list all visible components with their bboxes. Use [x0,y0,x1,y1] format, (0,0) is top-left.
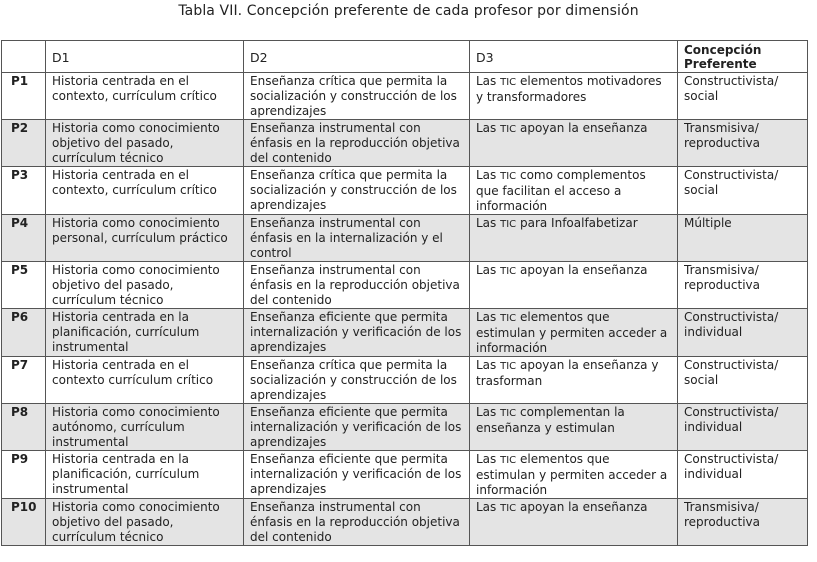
teacher-id-cell-text: P3 [11,168,29,182]
d2-cell-text: Enseñanza eficiente que permita internalización y verificación de los aprendizajes [250,310,462,354]
table-row [2,120,808,167]
d2-cell [244,262,470,309]
teacher-id-cell-text: P4 [11,216,29,230]
d1-cell-text: Historia como conocimiento personal, currículum práctico [52,216,228,245]
d1-cell [46,215,244,262]
teacher-id-cell [2,73,46,120]
table-row [2,451,808,499]
d3-cell-text: Las TIC elementos motivadores y transformadores [476,74,662,104]
d1-cell-text: Historia centrada en el contexto, currículum crítico [52,74,217,103]
table-caption: Tabla VII. Concepción preferente de cada profesor por dimensión [178,3,639,19]
d2-cell [244,451,470,499]
table-row [2,309,808,357]
header-cell-d3: D3 [470,41,678,73]
preferente-cell-text: Constructivista/ social [684,358,779,387]
d3-cell-text: Las TIC complementan la enseñanza y estimulan [476,405,625,435]
d3-cell-text: Las TIC elementos que estimulan y permiten acceder a información [476,310,668,355]
d3-cell [470,404,678,451]
preferente-cell [678,499,808,546]
d3-cell [470,451,678,499]
table-row [2,499,808,546]
d1-cell-text: Historia como conocimiento autónomo, currículum instrumental [52,405,220,449]
d1-cell [46,262,244,309]
d1-cell-text: Historia centrada en el contexto, currículum crítico [52,168,217,197]
preferente-cell [678,215,808,262]
teacher-id-cell [2,404,46,451]
d2-cell [244,357,470,404]
preferente-cell-text: Múltiple [684,216,732,230]
d3-cell-text: Las TIC para Infoalfabetizar [476,216,638,230]
d1-cell-text: Historia centrada en el contexto currículum crítico [52,358,214,387]
teacher-id-cell [2,357,46,404]
d2-cell-text: Enseñanza instrumental con énfasis en la reproducción objetiva del contenido [250,500,460,544]
preferente-cell-text: Transmisiva/ reproductiva [684,500,760,529]
preferente-cell-text: Transmisiva/ reproductiva [684,263,760,292]
preferente-cell [678,262,808,309]
header-row [2,41,808,73]
preferente-cell [678,120,808,167]
preferente-cell [678,309,808,357]
d3-cell [470,357,678,404]
tic-abbr: TIC [500,171,517,182]
teacher-id-cell-text: P8 [11,405,29,419]
d1-cell [46,73,244,120]
teacher-id-cell-text: P2 [11,121,29,135]
header-cell-id [2,41,46,73]
teacher-id-cell-text: P9 [11,452,29,466]
d2-cell [244,499,470,546]
table-row [2,167,808,215]
d3-cell-text: Las TIC apoyan la enseñanza [476,121,648,135]
d3-cell-text: Las TIC elementos que estimulan y permiten acceder a información [476,452,668,497]
conception-table [1,40,808,546]
d1-cell [46,120,244,167]
preferente-cell-text: Constructivista/ individual [684,452,779,481]
table-body [2,73,808,546]
preferente-cell [678,404,808,451]
teacher-id-cell [2,499,46,546]
d1-cell-text: Historia como conocimiento objetivo del pasado, currículum técnico [52,121,220,165]
d3-cell-text: Las TIC como complementos que facilitan el acceso a información [476,168,646,213]
tic-abbr: TIC [500,361,517,372]
teacher-id-cell-text: P1 [11,74,29,88]
table-row [2,262,808,309]
d2-cell-text: Enseñanza crítica que permita la socialización y construcción de los aprendizajes [250,74,457,118]
tic-abbr: TIC [500,455,517,466]
d2-cell [244,215,470,262]
teacher-id-cell [2,451,46,499]
tic-abbr: TIC [500,266,517,277]
d2-cell-text: Enseñanza crítica que permita la socialización y construcción de los aprendizajes [250,168,457,212]
d2-cell-text: Enseñanza instrumental con énfasis en la internalización y el control [250,216,443,260]
teacher-id-cell-text: P5 [11,263,29,277]
teacher-id-cell [2,309,46,357]
d1-cell [46,451,244,499]
d2-cell-text: Enseñanza instrumental con énfasis en la reproducción objetiva del contenido [250,263,460,307]
header-cell-d2: D2 [244,41,470,73]
d3-cell [470,167,678,215]
d3-cell [470,73,678,120]
d3-cell [470,309,678,357]
d1-cell [46,499,244,546]
table-row [2,357,808,404]
tic-abbr: TIC [500,77,517,88]
d3-cell-text: Las TIC apoyan la enseñanza [476,500,648,514]
header-cell-d1: D1 [46,41,244,73]
d1-cell-text: Historia centrada en la planificación, currículum instrumental [52,452,200,496]
table-row [2,404,808,451]
d2-cell [244,167,470,215]
preferente-cell [678,357,808,404]
d2-cell-text: Enseñanza eficiente que permita internalización y verificación de los aprendizajes [250,405,462,449]
preferente-cell-text: Constructivista/ individual [684,310,779,339]
preferente-cell-text: Constructivista/ individual [684,405,779,434]
preferente-cell [678,73,808,120]
d1-cell [46,167,244,215]
tic-abbr: TIC [500,503,517,514]
teacher-id-cell [2,262,46,309]
teacher-id-cell-text: P7 [11,358,29,372]
preferente-cell-text: Transmisiva/ reproductiva [684,121,760,150]
d3-cell-text: Las TIC apoyan la enseñanza [476,263,648,277]
d2-cell-text: Enseñanza eficiente que permita internalización y verificación de los aprendizajes [250,452,462,496]
table-row [2,215,808,262]
d2-cell [244,404,470,451]
preferente-cell [678,167,808,215]
d1-cell [46,309,244,357]
d2-cell [244,73,470,120]
tic-abbr: TIC [500,219,517,230]
teacher-id-cell [2,215,46,262]
d2-cell [244,309,470,357]
preferente-cell-text: Constructivista/ social [684,168,779,197]
table-header [2,41,808,73]
d3-cell [470,262,678,309]
teacher-id-cell [2,167,46,215]
header-cell-preferente: Concepción Preferente [678,41,808,73]
tic-abbr: TIC [500,313,517,324]
d2-cell-text: Enseñanza instrumental con énfasis en la reproducción objetiva del contenido [250,121,460,165]
preferente-cell [678,451,808,499]
tic-abbr: TIC [500,124,517,135]
d3-cell [470,120,678,167]
d1-cell-text: Historia como conocimiento objetivo del pasado, currículum técnico [52,263,220,307]
teacher-id-cell-text: P10 [11,500,37,514]
d3-cell [470,215,678,262]
d2-cell [244,120,470,167]
d1-cell-text: Historia como conocimiento objetivo del pasado, currículum técnico [52,500,220,544]
teacher-id-cell [2,120,46,167]
preferente-cell-text: Constructivista/ social [684,74,779,103]
d1-cell [46,357,244,404]
d3-cell-text: Las TIC apoyan la enseñanza y trasforman [476,358,659,388]
d2-cell-text: Enseñanza crítica que permita la socialización y construcción de los aprendizajes [250,358,457,402]
d3-cell [470,499,678,546]
teacher-id-cell-text: P6 [11,310,29,324]
tic-abbr: TIC [500,408,517,419]
d1-cell-text: Historia centrada en la planificación, currículum instrumental [52,310,200,354]
d1-cell [46,404,244,451]
table-row [2,73,808,120]
